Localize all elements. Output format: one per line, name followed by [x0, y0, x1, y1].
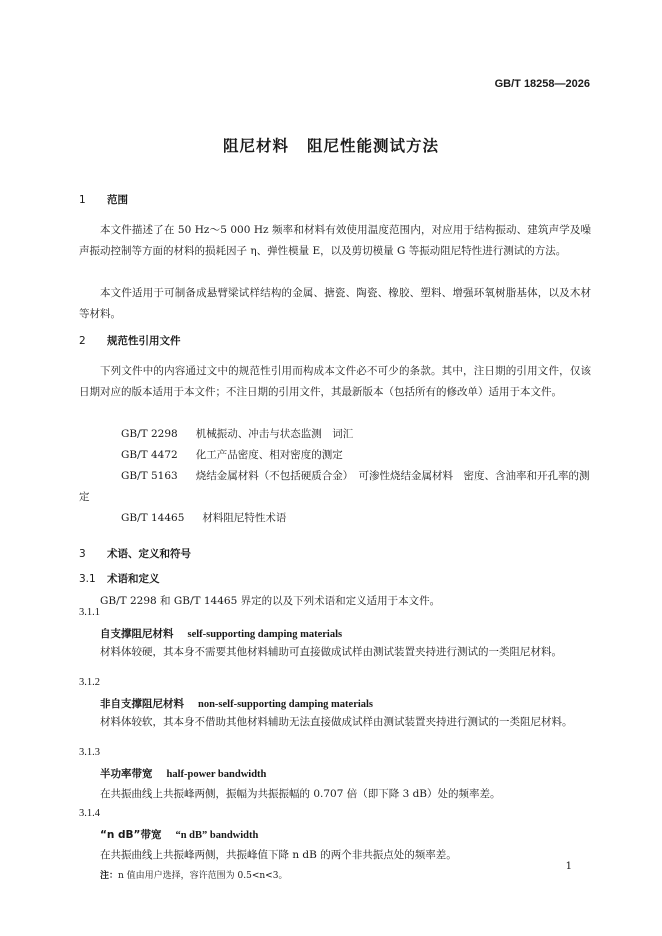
- term-definition: 在共振曲线上共振峰两侧，振幅为共振振幅的 0.707 倍（即下降 3 dB）处的频率差。: [100, 788, 501, 800]
- section-1-heading: 1 范围: [79, 194, 128, 206]
- term-heading: “n dB”带宽 “n dB” bandwidth: [100, 829, 259, 841]
- section-3-heading: 3 术语、定义和符号: [79, 548, 191, 560]
- title-part-2: 阻尼性能测试方法: [307, 137, 440, 155]
- note-label: 注：: [100, 871, 119, 881]
- standard-code: GB/T 18258—2026: [494, 78, 590, 90]
- clause-number: 3.1.1: [79, 607, 100, 618]
- section-2-paragraph: 下列文件中的内容通过文中的规范性引用而构成本文件必不可少的条款。其中，注日期的引用文件，仅该日期对应的版本适用于本文件；不注日期的引用文件，其最新版本（包括所有的修改单）适用于本文件。: [79, 365, 591, 398]
- section-2-heading: 2 规范性引用文件: [79, 335, 181, 347]
- clause-number: 3.1.2: [79, 677, 100, 688]
- term-definition: 材料体较软，其本身不借助其他材料辅助无法直接做成试样由测试装置夹持进行测试的一类阻尼材料。: [100, 716, 573, 728]
- section-1-paragraph-2: 本文件适用于可制备成悬臂梁试样结构的金属、搪瓷、陶瓷、橡胶、塑料、增强环氧树脂基体，以及木材等材料。: [79, 287, 591, 320]
- terms-intro: GB/T 2298 和 GB/T 14465 界定的以及下列术语和定义适用于本文件。: [100, 595, 441, 607]
- term-heading: 半功率带宽 half-power bandwidth: [100, 768, 267, 780]
- subsection-3-1-heading: 3.1 术语和定义: [79, 573, 160, 585]
- reference-item: GB/T 2298 机械振动、冲击与状态监测 词汇: [121, 428, 354, 440]
- section-1-paragraph-1: 本文件描述了在 50 Hz～5 000 Hz 频率和材料有效使用温度范围内，对应用于结构振动、建筑声学及噪声振动控制等方面的材料的损耗因子 η、弹性模量 E，以及剪切模量 G 等振动阻尼特性进行测试的方法。: [79, 224, 591, 257]
- title-part-1: 阻尼材料: [222, 137, 289, 155]
- note-text: n 值由用户选择，容许范围为 0.5<n<3。: [118, 871, 288, 881]
- term-heading: 自支撑阻尼材料 self-supporting damping materials: [100, 628, 343, 640]
- note: [100, 868, 287, 881]
- clause-number: 3.1.3: [79, 747, 100, 758]
- term-definition: 材料体较硬，其本身不需要其他材料辅助可直接做成试样由测试装置夹持进行测试的一类阻尼材料。: [100, 646, 562, 658]
- term-definition: 在共振曲线上共振峰两侧，共振峰值下降 n dB 的两个非共振点处的频率差。: [100, 849, 457, 861]
- reference-item: GB/T 5163 烧结金属材料（不包括硬质合金） 可渗性烧结金属材料 密度、含油率和开孔率的测定: [79, 470, 590, 503]
- term-heading: 非自支撑阻尼材料 non-self-supporting damping materials: [100, 698, 374, 710]
- clause-number: 3.1.4: [79, 808, 100, 819]
- reference-item: GB/T 14465 材料阻尼特性术语: [121, 512, 287, 524]
- reference-item: GB/T 4472 化工产品密度、相对密度的测定: [121, 449, 343, 461]
- page-number: 1: [565, 861, 572, 872]
- document-title: [0, 134, 662, 156]
